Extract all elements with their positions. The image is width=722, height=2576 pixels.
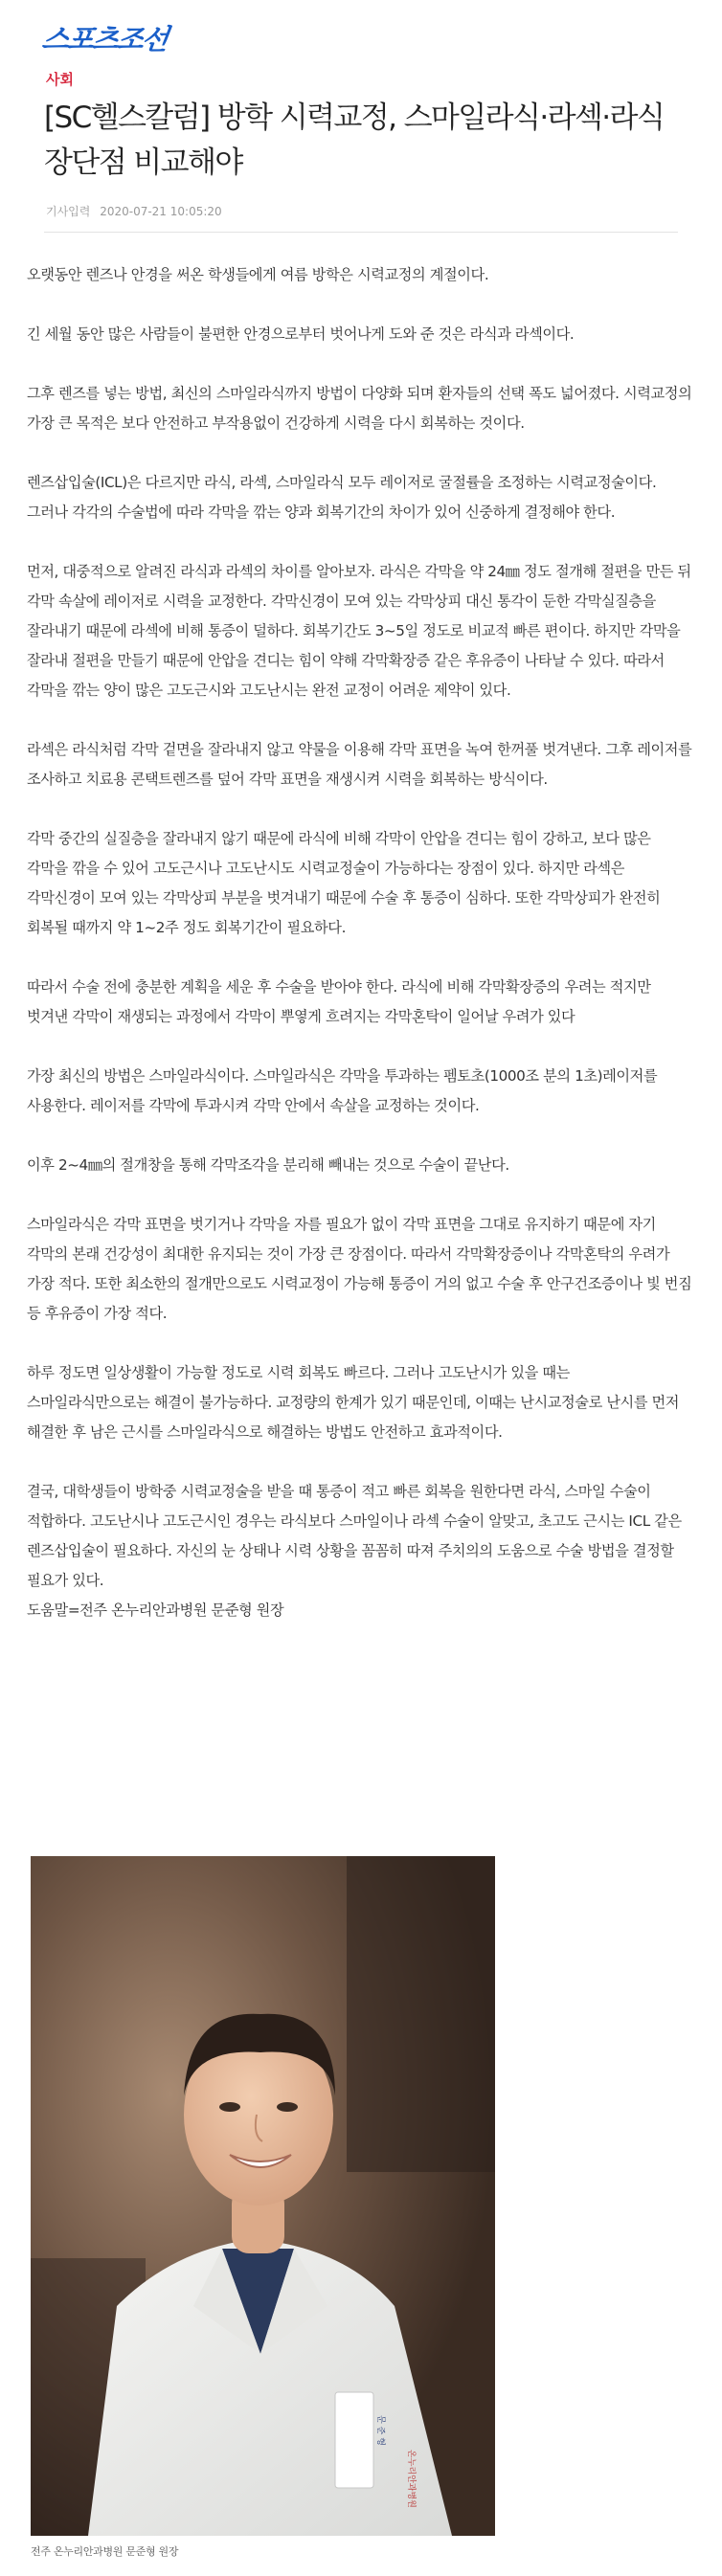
paragraph: 긴 세월 동안 많은 사람들이 불편한 안경으로부터 벗어나게 도와 준 것은 라식과 라섹이다. bbox=[27, 325, 575, 343]
paragraph: 따라서 수술 전에 충분한 계획을 세운 후 수술을 받아야 한다. 라식에 비해 각막확장증의 우려는 적지만 벗겨낸 각막이 재생되는 과정에서 각막이 뿌옇게 흐려지는 각막혼탁이 일어날 우려가 있다 bbox=[27, 978, 651, 1025]
doctor-illustration bbox=[31, 1856, 495, 2536]
paragraph: 렌즈삽입술(ICL)은 다르지만 라식, 라섹, 스마일라식 모두 레이저로 굴절률을 조정하는 시력교정술이다. 그러나 각각의 수술법에 따라 각막을 깎는 양과 회복기간의 차이가 있어 신중하게 결정해야 한다. bbox=[27, 474, 657, 521]
paragraph: 오랫동안 렌즈나 안경을 써온 학생들에게 여름 방학은 시력교정의 계절이다. bbox=[27, 266, 489, 283]
article-meta bbox=[46, 203, 222, 219]
paragraph: 결국, 대학생들이 방학중 시력교정술을 받을 때 통증이 적고 빠른 회복을 원한다면 라식, 스마일 수술이 적합하다. 고도난시나 고도근시인 경우는 라식보다 스마일이나 라섹 수술이 알맞고, 초고도 근시는 ICL 같은 렌즈삽입술이 필요하다. 자신의 눈 상태나 시력 상황을 꼼꼼히 따져 주치의의 도움으로 수술 방법을 결정할 필요가 있다. bbox=[27, 1483, 682, 1589]
photo-caption: 전주 온누리안과병원 문준형 원장 bbox=[31, 2545, 179, 2558]
article-title: [SC헬스칼럼] 방학 시력교정, 스마일라식·라섹·라식 장단점 비교해야 bbox=[44, 101, 665, 180]
paragraph: 하루 정도면 일상생활이 가능할 정도로 시력 회복도 빠르다. 그러나 고도난시가 있을 때는 스마일라식만으로는 해결이 불가능하다. 교정량의 한계가 있기 때문인데, 이때는 난시교정술로 난시를 먼저 해결한 후 남은 근시를 스마일라식으로 해결하는 방법도 안전하고 효과적이다. bbox=[27, 1364, 680, 1441]
paragraph: 가장 최신의 방법은 스마일라식이다. 스마일라식은 각막을 투과하는 펨토초(1000조 분의 1초)레이저를 사용한다. 레이저를 각막에 투과시켜 각막 안에서 속살을 교정하는 것이다. bbox=[27, 1067, 658, 1114]
category-label[interactable]: 사회 bbox=[46, 71, 74, 88]
meta-date: 2020-07-21 10:05:20 bbox=[100, 205, 222, 218]
doctor-photo bbox=[31, 1856, 495, 2536]
paragraph: 각막 중간의 실질층을 잘라내지 않기 때문에 라식에 비해 각막이 안압을 견디는 힘이 강하고, 보다 많은 각막을 깎을 수 있어 고도근시나 고도난시도 시력교정술이 가능하다는 장점이 있다. 하지만 라섹은 각막신경이 모여 있는 각막상피 부분을 벗겨내기 때문에 수술 후 통증이 심하다. 또한 각막상피가 완전히 회복될 때까지 약 1~2주 정도 회복기간이 필요하다. bbox=[27, 830, 661, 936]
badge-text: 온누리안과병원 bbox=[406, 2450, 416, 2508]
name-tag-text: 문 준 형 bbox=[375, 2415, 385, 2446]
site-logo[interactable]: 스포츠조선 bbox=[39, 23, 169, 56]
paragraph: 라섹은 라식처럼 각막 겉면을 잘라내지 않고 약물을 이용해 각막 표면을 녹여 한꺼풀 벗겨낸다. 그후 레이저를 조사하고 치료용 콘택트렌즈를 덮어 각막 표면을 재생시켜 시력을 회복하는 방식이다. bbox=[27, 741, 692, 788]
meta-label: 기사입력 bbox=[46, 205, 91, 218]
paragraph: 스마일라식은 각막 표면을 벗기거나 각막을 자를 필요가 없이 각막 표면을 그대로 유지하기 때문에 자기 각막의 본래 건강성이 최대한 유지되는 것이 가장 큰 장점이다. 따라서 각막확장증이나 각막혼탁의 우려가 가장 적다. 또한 최소한의 절개만으로도 시력교정이 가능해 통증이 거의 없고 수술 후 안구건조증이나 빛 번짐 등 후유증이 가장 적다. bbox=[27, 1216, 692, 1322]
title-divider bbox=[44, 232, 678, 233]
paragraph: 이후 2~4㎜의 절개창을 통해 각막조각을 분리해 빼내는 것으로 수술이 끝난다. bbox=[27, 1156, 509, 1174]
article-figure bbox=[31, 1856, 495, 2561]
paragraph: 먼저, 대중적으로 알려진 라식과 라섹의 차이를 알아보자. 라식은 각막을 약 24㎜ 정도 절개해 절편을 만든 뒤 각막 속살에 레이저로 시력을 교정한다. 각막신경이 모여 있는 각막상피 대신 통각이 둔한 각막실질층을 잘라내기 때문에 라섹에 비해 통증이 덜하다. 회복기간도 3~5일 정도로 비교적 빠른 편이다. 하지만 각막을 잘라내 절편을 만들기 때문에 안압을 견디는 힘이 약해 각막확장증 같은 후유증이 나타날 수 있다. 따라서 각막을 깎는 양이 많은 고도근시와 고도난시는 완전 교정이 어려운 제약이 있다. bbox=[27, 563, 691, 699]
byline: 도움말=전주 온누리안과병원 문준형 원장 bbox=[27, 1602, 284, 1619]
paragraph: 그후 렌즈를 넣는 방법, 최신의 스마일라식까지 방법이 다양화 되며 환자들의 선택 폭도 넓어졌다. 시력교정의 가장 큰 목적은 보다 안전하고 부작용없이 건강하게 시력을 다시 회복하는 것이다. bbox=[27, 385, 692, 432]
article-body bbox=[27, 260, 693, 1655]
